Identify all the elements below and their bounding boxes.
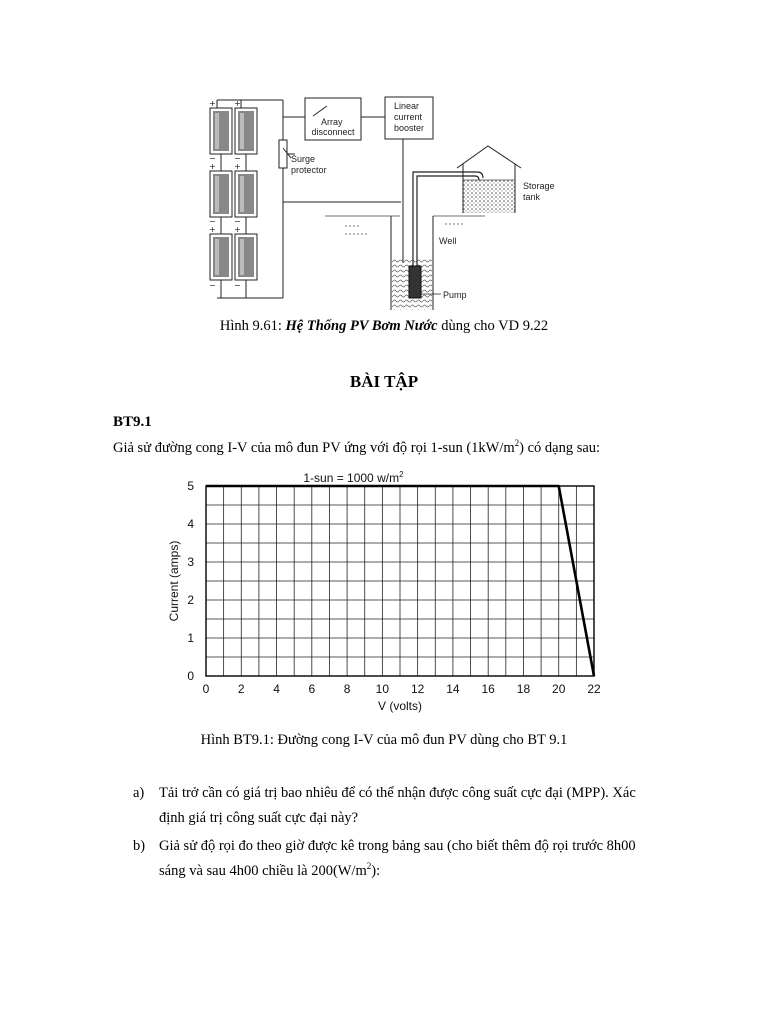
pump-label: Pump [443,290,467,300]
pump [409,266,421,298]
pv-pumping-diagram [195,88,575,310]
x-tick-label: 6 [308,682,316,696]
x-tick-label: 2 [237,682,245,696]
svg-text:+: + [234,99,241,108]
y-tick-label: 3 [187,555,194,569]
x-tick-label: 22 [587,682,601,696]
pv-module [235,171,257,217]
well-label: Well [439,236,457,246]
x-tick-label: 16 [481,682,495,696]
question-a [133,781,663,831]
iv-curve-chart [160,468,610,726]
y-tick-label: 4 [187,517,194,531]
pv-module [210,234,232,280]
question-label: a) [133,785,145,801]
svg-text:+: + [234,225,241,234]
x-tick-label: 20 [552,682,566,696]
y-axis-label: Current (amps) [167,540,181,622]
ground-line [325,216,485,234]
svg-text:+: + [209,99,216,108]
x-tick-label: 0 [202,682,210,696]
exercise-intro: Giả sử đường cong I-V của mô đun PV ứng với độ rọi 1-sun $(1kW/m^2)$ có dạng sau: [113,438,601,456]
section-title: BÀI TẬP [349,372,419,391]
x-axis-label: V (volts) [377,699,423,713]
x-tick-label: 12 [410,682,425,696]
x-tick-label: 14 [446,682,460,696]
surge-protector-label: Surge protector [291,154,327,175]
pv-module [210,171,232,217]
x-tick-label: 8 [343,682,351,696]
svg-text:+: + [234,162,241,171]
chart-caption: Hình BT9.1: Đường cong I-V của mô đun PV dùng cho BT 9.1 [200,732,568,748]
x-tick-label: 10 [375,682,390,696]
svg-text:−: − [234,217,241,226]
storage-tank [457,146,521,213]
figure-caption: Hình 9.61: Hệ Thống PV Bơm Nước dùng cho VD 9.22 [219,318,549,334]
pv-module [235,234,257,280]
question-text: Tải trở cần có giá trị bao nhiêu để có thể nhận được công suất cực đại (MPP). Xác định giá trị công suất cực đại này? [159,785,636,826]
array-disconnect-label: Array disconnect [311,117,355,137]
booster-label: Linear current booster [394,101,425,133]
svg-text:+: + [209,225,216,234]
pv-module [210,108,232,154]
question-text: Giả sử độ rọi đo theo giờ được kê trong bảng sau (cho biết thêm độ rọi trước 8h00 sáng và sau 4h00 chiều là $200(W/m^2)$: [159,838,636,879]
question-b [133,834,663,884]
chart-title: 1-sun = 1000 $w/m^2$ [303,470,404,485]
svg-text:−: − [209,154,216,163]
storage-tank-label: Storage tank [523,181,555,202]
y-tick-label: 0 [187,669,194,683]
x-tick-label: 4 [273,682,280,696]
svg-text:−: − [209,217,216,226]
x-tick-label: 18 [516,682,531,696]
svg-text:−: − [209,281,216,290]
question-label: b) [133,838,146,854]
pv-module [235,108,257,154]
chart-grid [206,486,594,676]
svg-text:+: + [209,162,216,171]
exercise-label: BT9.1 [113,414,152,430]
svg-text:−: − [234,281,241,290]
y-tick-label: 1 [187,631,194,645]
svg-text:−: − [234,154,241,163]
y-tick-label: 2 [187,593,194,607]
y-tick-label: 5 [187,479,194,493]
